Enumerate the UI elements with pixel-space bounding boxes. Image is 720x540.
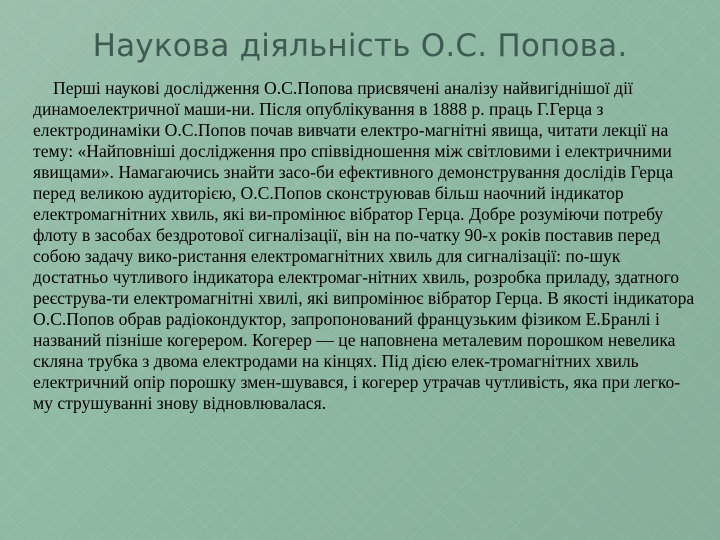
slide-title: Наукова діяльність О.С. Попова.	[92, 28, 628, 64]
body-paragraph: Перші наукові дослідження О.С.Попова присвячені аналізу найвигіднішої дії динамоелектричної маши-ни. Після опублікування в 1888 р. праць Г.Герца з електродинаміки О.С.Попов почав вивчати електро-магнітні явища, читати лекції на тему: «Найповніші дослідження про співвідношення між світловими і електричними явищами». Намагаючись знайти засо-би ефективного демонстрування дослідів Герца перед великою аудиторією, О.С.Попов сконструював більш наочний індикатор електромагнітних хвиль, які ви-промінює вібратор Герца. Добре розуміючи потребу флоту в засобах бездротової сигналізації, він на по-чатку 90-х років поставив перед собою задачу вико-ристання електромагнітних хвиль для сигналізації: по-шук достатньо чутливого індикатора електромаг-нітних хвиль, розробка приладу, здатного реєструва-ти електромагнітні хвилі, які випромінює вібратор Герца. В якості індикатора О.С.Попов обрав радіокондуктор, запропонований французьким фізиком Е.Бранлі і названий пізніше когерером. Когерер — це наповнена металевим порошком невелика скляна трубка з двома електродами на кінцях. Під дією елек-тромагнітних хвиль електричний опір порошку змен-шувався, і когерер утрачав чутливість, яка при легко-му струшуванні знову відновлювалася.	[33, 78, 695, 413]
